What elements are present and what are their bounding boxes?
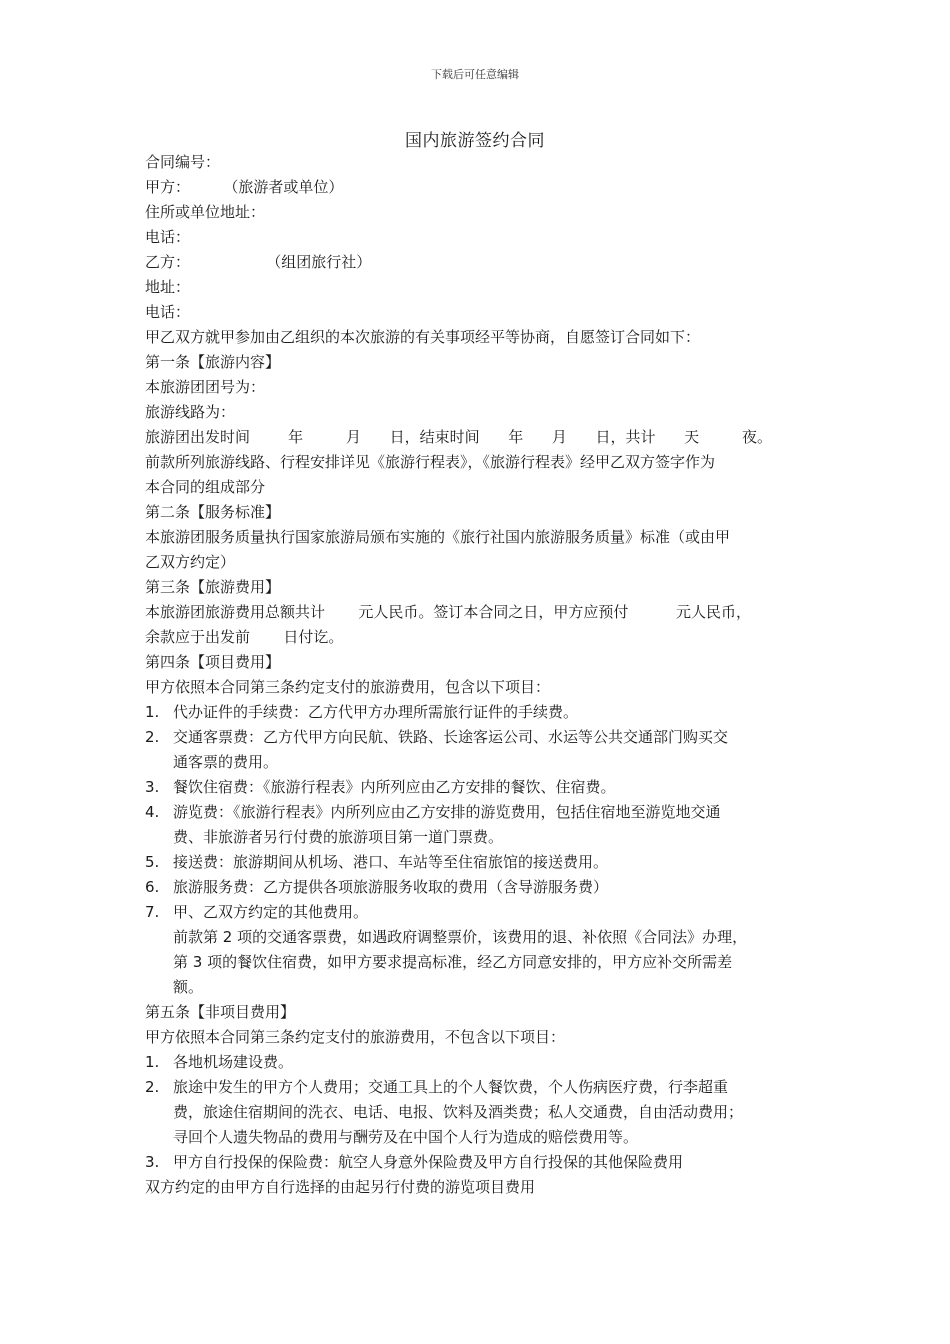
list-text-line: 通客票的费用。	[173, 753, 279, 771]
list-number: 5.	[145, 853, 160, 871]
list-item	[145, 1075, 825, 1150]
list-number: 3.	[145, 778, 160, 796]
list-item	[145, 1050, 825, 1075]
list-item	[145, 700, 825, 725]
list-item	[145, 850, 825, 875]
list-text-line: 代办证件的手续费：乙方代甲方办理所需旅行证件的手续费。	[173, 703, 579, 721]
article-3-text: 本旅游团旅游费用总额共计 元人民币。签订本合同之日，甲方应预付 元人民币，	[145, 603, 752, 621]
party-b-phone: 电话：	[145, 303, 191, 321]
article-1-heading: 第一条【旅游内容】	[145, 353, 281, 371]
list-number: 4.	[145, 803, 160, 821]
article-5-intro: 甲方依照本合同第三条约定支付的旅游费用，不包含以下项目：	[145, 1028, 566, 1046]
list-text	[173, 850, 825, 875]
list-number: 3.	[145, 1153, 160, 1171]
document-body	[145, 150, 825, 1200]
article-5-heading: 第五条【非项目费用】	[145, 1003, 296, 1021]
document-title: 国内旅游签约合同	[405, 131, 545, 151]
note-line: 前款第 2 项的交通客票费，如遇政府调整票价，该费用的退、补依照《合同法》办理，	[173, 928, 748, 946]
list-item	[145, 800, 825, 850]
list-text	[173, 875, 825, 900]
list-text-line: 旅途中发生的甲方个人费用；交通工具上的个人餐饮费，个人伤病医疗费，行李超重	[173, 1078, 729, 1096]
note-line: 第 3 项的餐饮住宿费，如甲方要求提高标准，经乙方同意安排的，甲方应补交所需差	[173, 953, 733, 971]
list-text-line: 费、非旅游者另行付费的旅游项目第一道门票费。	[173, 828, 504, 846]
article-2-heading: 第二条【服务标准】	[145, 503, 281, 521]
list-number: 2.	[145, 728, 160, 746]
list-text	[173, 800, 825, 850]
party-b: 乙方： （组团旅行社）	[145, 253, 372, 271]
list-text-line: 费，旅途住宿期间的洗衣、电话、电报、饮料及酒类费；私人交通费，自由活动费用；	[173, 1103, 744, 1121]
tour-route: 旅游线路为：	[145, 403, 236, 421]
list-text	[173, 1075, 825, 1150]
list-text	[173, 1050, 825, 1075]
article-1-text: 前款所列旅游线路、行程安排详见《旅游行程表》，《旅游行程表》经甲乙双方签字作为	[145, 453, 716, 471]
list-item	[145, 775, 825, 800]
list-text-line: 甲方自行投保的保险费：航空人身意外保险费及甲方自行投保的其他保险费用	[173, 1153, 684, 1171]
list-text	[173, 1150, 825, 1175]
list-text-line: 甲、乙双方约定的其他费用。	[173, 903, 369, 921]
article-4-note	[145, 925, 825, 1000]
list-text	[173, 700, 825, 725]
tour-dates: 旅游团出发时间 年 月 日，结束时间 年 月 日，共计 天 夜。	[145, 428, 773, 446]
list-number: 2.	[145, 1078, 160, 1096]
article-4-intro: 甲方依照本合同第三条约定支付的旅游费用，包含以下项目：	[145, 678, 551, 696]
note-line: 额。	[173, 978, 204, 996]
party-b-address: 地址：	[145, 278, 191, 296]
list-text-line: 旅游服务费：乙方提供各项旅游服务收取的费用（含导游服务费）	[173, 878, 609, 896]
article-3-text: 余款应于出发前 日付讫。	[145, 628, 344, 646]
list-text-line: 游览费：《旅游行程表》内所列应由乙方安排的游览费用，包括住宿地至游览地交通	[173, 803, 721, 821]
article-5-tail: 双方约定的由甲方自行选择的由起另行付费的游览项目费用	[145, 1178, 536, 1196]
article-2-text: 乙双方约定）	[145, 553, 236, 571]
intro-paragraph: 甲乙双方就甲参加由乙组织的本次旅游的有关事项经平等协商，自愿签订合同如下：	[145, 328, 701, 346]
list-item	[145, 725, 825, 775]
list-number: 1.	[145, 1053, 160, 1071]
party-a-address: 住所或单位地址：	[145, 203, 266, 221]
article-2-text: 本旅游团服务质量执行国家旅游局颁布实施的《旅行社国内旅游服务质量》标准（或由甲	[145, 528, 731, 546]
article-5-list	[145, 1050, 825, 1175]
party-a-phone: 电话：	[145, 228, 191, 246]
list-text-line: 各地机场建设费。	[173, 1053, 294, 1071]
list-text	[173, 775, 825, 800]
tour-group-number: 本旅游团团号为：	[145, 378, 266, 396]
contract-number: 合同编号：	[145, 153, 221, 171]
list-item	[145, 900, 825, 925]
list-text-line: 接送费：旅游期间从机场、港口、车站等至住宿旅馆的接送费用。	[173, 853, 609, 871]
list-text-line: 寻回个人遗失物品的费用与酬劳及在中国个人行为造成的赔偿费用等。	[173, 1128, 639, 1146]
list-text-line: 交通客票费：乙方代甲方向民航、铁路、长途客运公司、水运等公共交通部门购买交	[173, 728, 729, 746]
list-text	[173, 725, 825, 775]
page-header: 下载后可任意编辑	[431, 68, 519, 81]
list-text-line: 餐饮住宿费：《旅游行程表》内所列应由乙方安排的餐饮、住宿费。	[173, 778, 616, 796]
list-text	[173, 900, 825, 925]
article-1-text: 本合同的组成部分	[145, 478, 266, 496]
article-3-heading: 第三条【旅游费用】	[145, 578, 281, 596]
list-item	[145, 1150, 825, 1175]
list-number: 7.	[145, 903, 160, 921]
list-item	[145, 875, 825, 900]
list-number: 6.	[145, 878, 160, 896]
list-number: 1.	[145, 703, 160, 721]
party-a: 甲方： （旅游者或单位）	[145, 178, 344, 196]
article-4-list	[145, 700, 825, 925]
article-4-heading: 第四条【项目费用】	[145, 653, 281, 671]
